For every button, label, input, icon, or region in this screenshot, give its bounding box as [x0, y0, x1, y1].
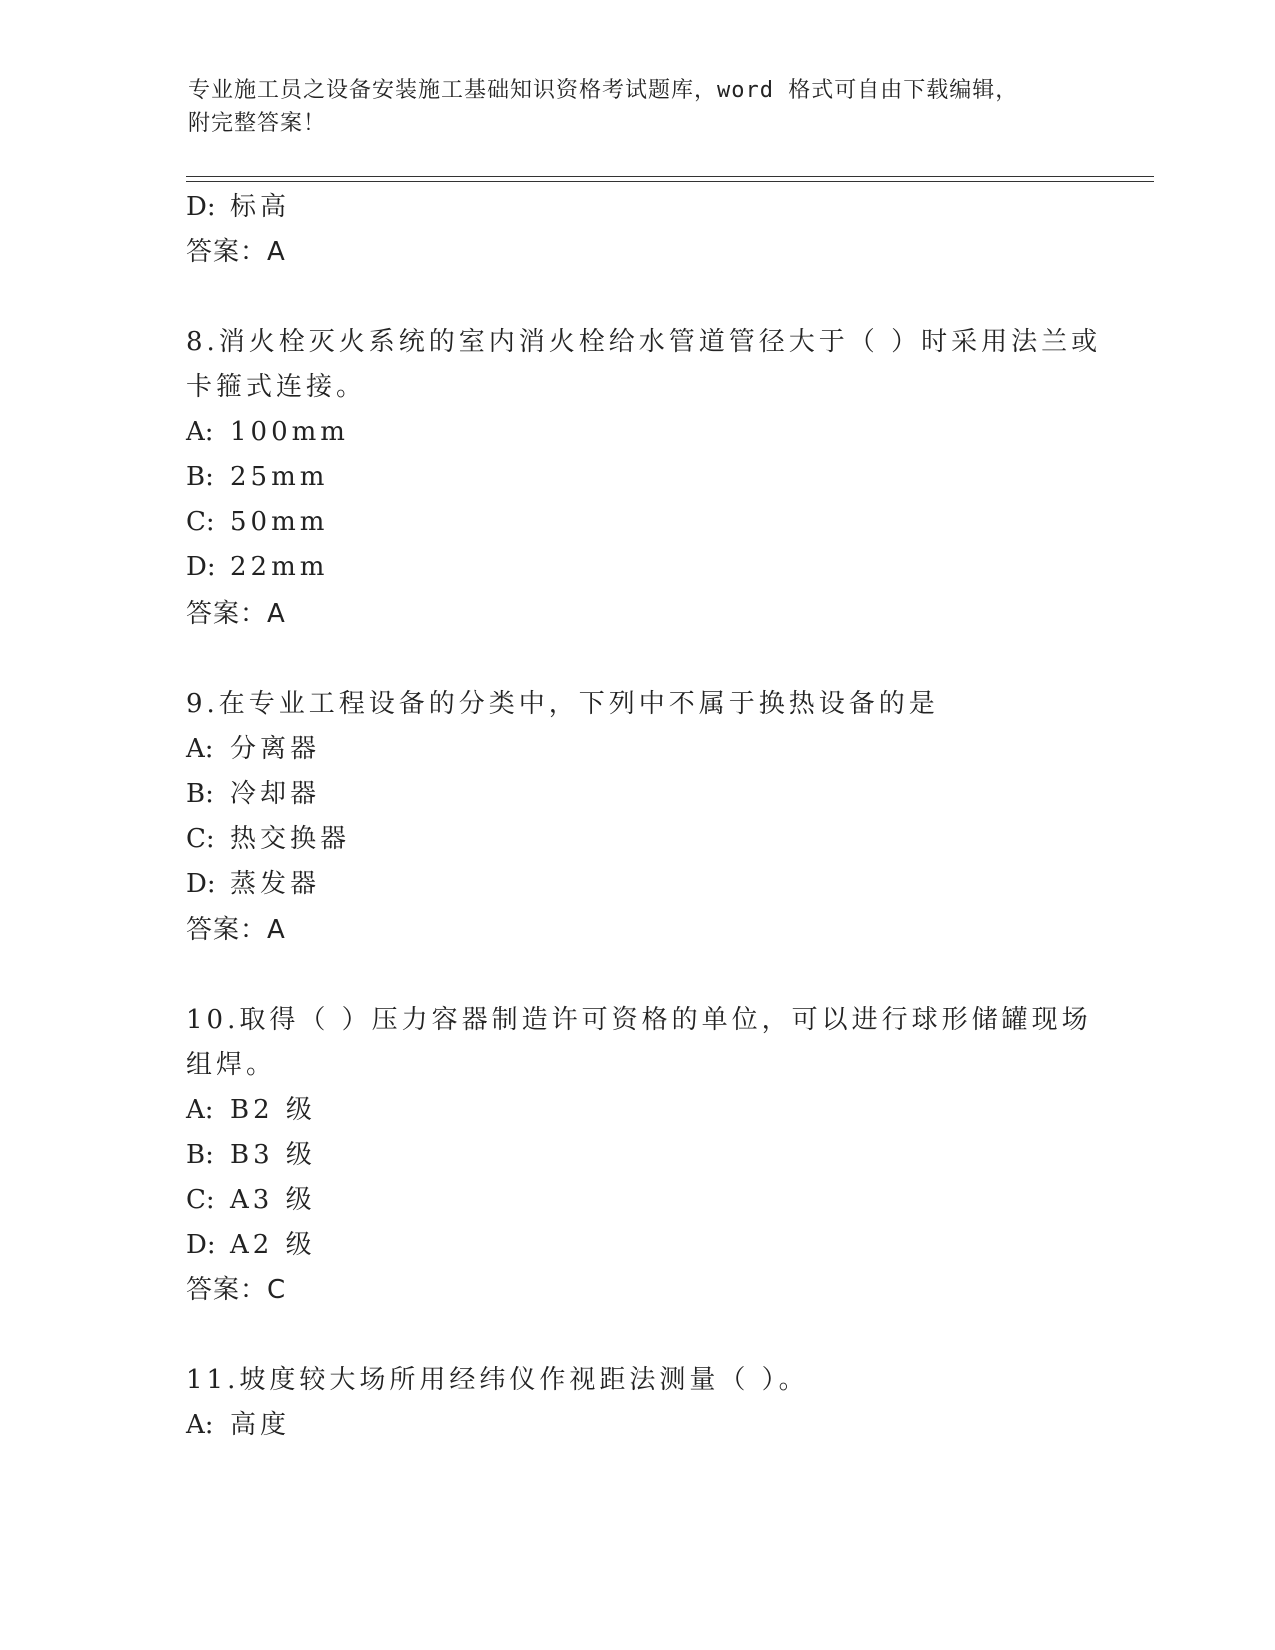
- option-text: 25mm: [230, 462, 329, 492]
- question-8-answer: 答案：A: [186, 599, 286, 629]
- option-text: 100mm: [230, 417, 349, 447]
- header-divider-top: [186, 176, 1154, 177]
- option-letter: B:: [186, 462, 214, 492]
- answer-line: 答案：A: [186, 237, 286, 267]
- option-letter: D:: [186, 552, 216, 582]
- option-text: 分离器: [230, 734, 321, 764]
- question-10-option-b: [186, 1138, 316, 1172]
- option-text: 高度: [230, 1410, 291, 1440]
- question-10-option-c: [186, 1183, 316, 1217]
- option-text: 热交换器: [230, 824, 351, 854]
- document-header: [188, 74, 1088, 140]
- question-9-stem-line-1: 9.在专业工程设备的分类中，下列中不属于换热设备的是: [186, 689, 939, 719]
- question-8-option-c: [186, 505, 328, 539]
- option-letter: C:: [186, 507, 215, 537]
- option-letter: A:: [186, 417, 214, 447]
- option-letter: A:: [186, 1095, 214, 1125]
- option-d: [186, 190, 290, 224]
- question-9-option-a: [186, 732, 320, 766]
- question-10-stem-line-1: 10.取得（ ）压力容器制造许可资格的单位，可以进行球形储罐现场: [186, 1005, 1092, 1035]
- question-10-stem-line-2: 组焊。: [186, 1050, 277, 1080]
- question-11-option-a: [186, 1408, 290, 1442]
- question-8-stem-line-1: 8.消火栓灭火系统的室内消火栓给水管道管径大于（ ）时采用法兰或: [186, 327, 1102, 357]
- question-10-answer: 答案：C: [186, 1275, 287, 1305]
- option-text: 22mm: [230, 552, 329, 582]
- question-8-option-d: [186, 550, 328, 584]
- option-text: 蒸发器: [230, 869, 321, 899]
- question-9-option-b: [186, 777, 320, 811]
- option-text: B2 级: [230, 1095, 316, 1125]
- option-letter: C:: [186, 824, 215, 854]
- option-letter: D:: [186, 869, 216, 899]
- header-divider-bottom: [186, 181, 1154, 182]
- option-letter: C:: [186, 1185, 215, 1215]
- header-line-2: 附完整答案！: [188, 111, 327, 136]
- option-text: 冷却器: [230, 779, 321, 809]
- option-letter: B:: [186, 779, 214, 809]
- header-line-1: 专业施工员之设备安装施工基础知识资格考试题库，word 格式可自由下载编辑，: [188, 78, 1019, 103]
- option-text: A2 级: [230, 1230, 316, 1260]
- option-letter: D:: [186, 1230, 216, 1260]
- question-8-stem-line-2: 卡箍式连接。: [186, 372, 367, 402]
- question-9-option-d: [186, 867, 320, 901]
- question-10-option-d: [186, 1228, 316, 1262]
- option-letter: D:: [186, 192, 216, 222]
- question-10-option-a: [186, 1093, 316, 1127]
- option-letter: B:: [186, 1140, 214, 1170]
- option-text: A3 级: [230, 1185, 316, 1215]
- question-8-option-a: [186, 415, 349, 449]
- option-letter: A:: [186, 734, 214, 764]
- option-text: 50mm: [230, 507, 329, 537]
- question-8-option-b: [186, 460, 328, 494]
- option-text: B3 级: [230, 1140, 316, 1170]
- question-9-answer: 答案：A: [186, 915, 286, 945]
- question-9-option-c: [186, 822, 350, 856]
- question-11-stem-line-1: 11.坡度较大场所用经纬仪作视距法测量（ ）。: [186, 1365, 809, 1395]
- option-letter: A:: [186, 1410, 214, 1440]
- option-text: 标高: [230, 192, 291, 222]
